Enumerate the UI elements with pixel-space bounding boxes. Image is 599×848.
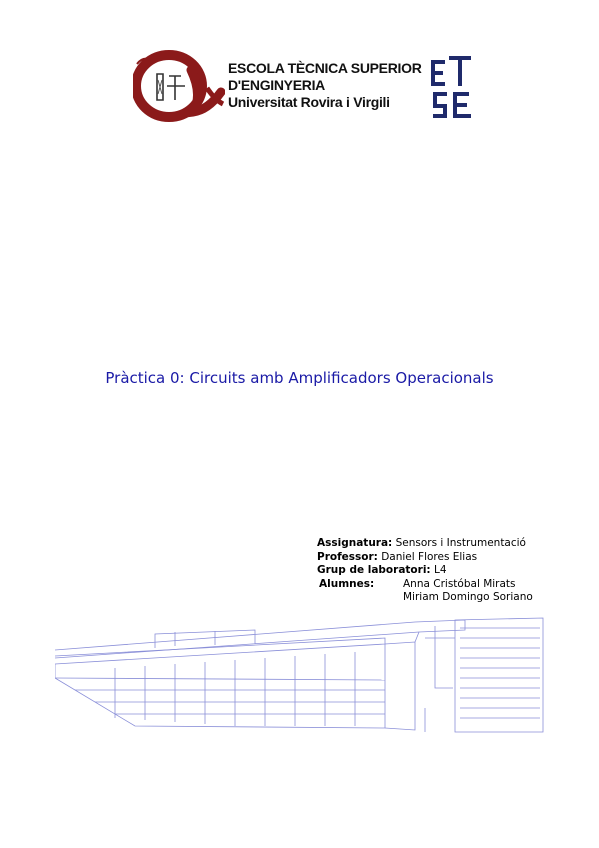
document-title: Pràctica 0: Circuits amb Amplificadors Operacionals: [105, 369, 494, 387]
meta-alumnes-2: [317, 591, 533, 605]
meta-assignatura: [317, 537, 526, 551]
assignatura-value: Sensors i Instrumentació: [395, 537, 526, 549]
school-name: [228, 60, 422, 111]
school-line-1: ESCOLA TÈCNICA SUPERIOR: [228, 60, 422, 76]
alumne-1: Anna Cristóbal Mirats: [403, 577, 516, 590]
header: [133, 50, 478, 125]
building-illustration: [55, 608, 545, 738]
etse-letters-logo-icon: [429, 54, 475, 122]
alumne-2: Miriam Domingo Soriano: [403, 591, 533, 603]
grup-value: L4: [433, 564, 447, 576]
professor-value: Daniel Flores Elias: [381, 550, 478, 563]
school-line-2: D'ENGINYERIA: [228, 77, 325, 93]
meta-alumnes: [317, 578, 526, 592]
assignatura-label: Assignatura:: [317, 537, 393, 549]
meta-grup: [317, 564, 526, 578]
urv-seal-logo-icon: [133, 50, 225, 122]
document-metadata: [317, 537, 533, 605]
professor-label: Professor:: [317, 550, 378, 563]
school-line-3: Universitat Rovira i Virgili: [228, 94, 390, 110]
meta-professor: [317, 551, 526, 565]
grup-label: Grup de laboratori:: [317, 564, 431, 576]
alumnes-label: Alumnes:: [319, 577, 375, 590]
